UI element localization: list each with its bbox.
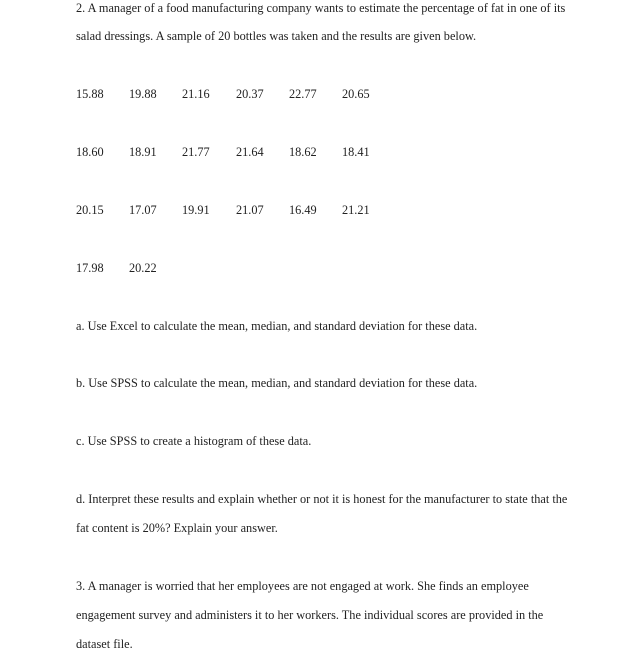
data-value: 20.15: [76, 203, 104, 217]
question-3-line-3: dataset file.: [76, 637, 133, 651]
part-d-instruction-line-1: d. Interpret these results and explain whether or not it is honest for the manufacturer to state that the: [76, 492, 568, 506]
data-value: 18.41: [342, 145, 370, 159]
question-2-intro-line-1: 2. A manager of a food manufacturing company wants to estimate the percentage of fat in one of its: [76, 1, 566, 15]
question-3-line-1: 3. A manager is worried that her employees are not engaged at work. She finds an employee: [76, 579, 529, 593]
part-a-instruction: a. Use Excel to calculate the mean, median, and standard deviation for these data.: [76, 319, 478, 333]
data-value: 19.88: [129, 87, 157, 101]
data-value: 17.98: [76, 261, 104, 275]
question-2-intro-line-2: salad dressings. A sample of 20 bottles was taken and the results are given below.: [76, 29, 477, 43]
data-value: 20.22: [129, 261, 157, 275]
data-value: 15.88: [76, 87, 104, 101]
part-d-instruction-line-2: fat content is 20%? Explain your answer.: [76, 521, 278, 535]
data-value: 21.21: [342, 203, 370, 217]
data-value: 16.49: [289, 203, 317, 217]
data-value: 18.91: [129, 145, 157, 159]
part-b-instruction: b. Use SPSS to calculate the mean, median, and standard deviation for these data.: [76, 376, 478, 390]
data-value: 21.16: [182, 87, 210, 101]
data-value: 20.65: [342, 87, 370, 101]
part-c-instruction: c. Use SPSS to create a histogram of these data.: [76, 434, 312, 448]
question-3-line-2: engagement survey and administers it to her workers. The individual scores are provided in the: [76, 608, 544, 622]
data-value: 17.07: [129, 203, 157, 217]
data-value: 18.60: [76, 145, 104, 159]
data-value: 21.64: [236, 145, 264, 159]
data-value: 19.91: [182, 203, 210, 217]
data-value: 22.77: [289, 87, 317, 101]
data-value: 20.37: [236, 87, 264, 101]
data-value: 21.77: [182, 145, 210, 159]
data-value: 18.62: [289, 145, 317, 159]
data-value: 21.07: [236, 203, 264, 217]
